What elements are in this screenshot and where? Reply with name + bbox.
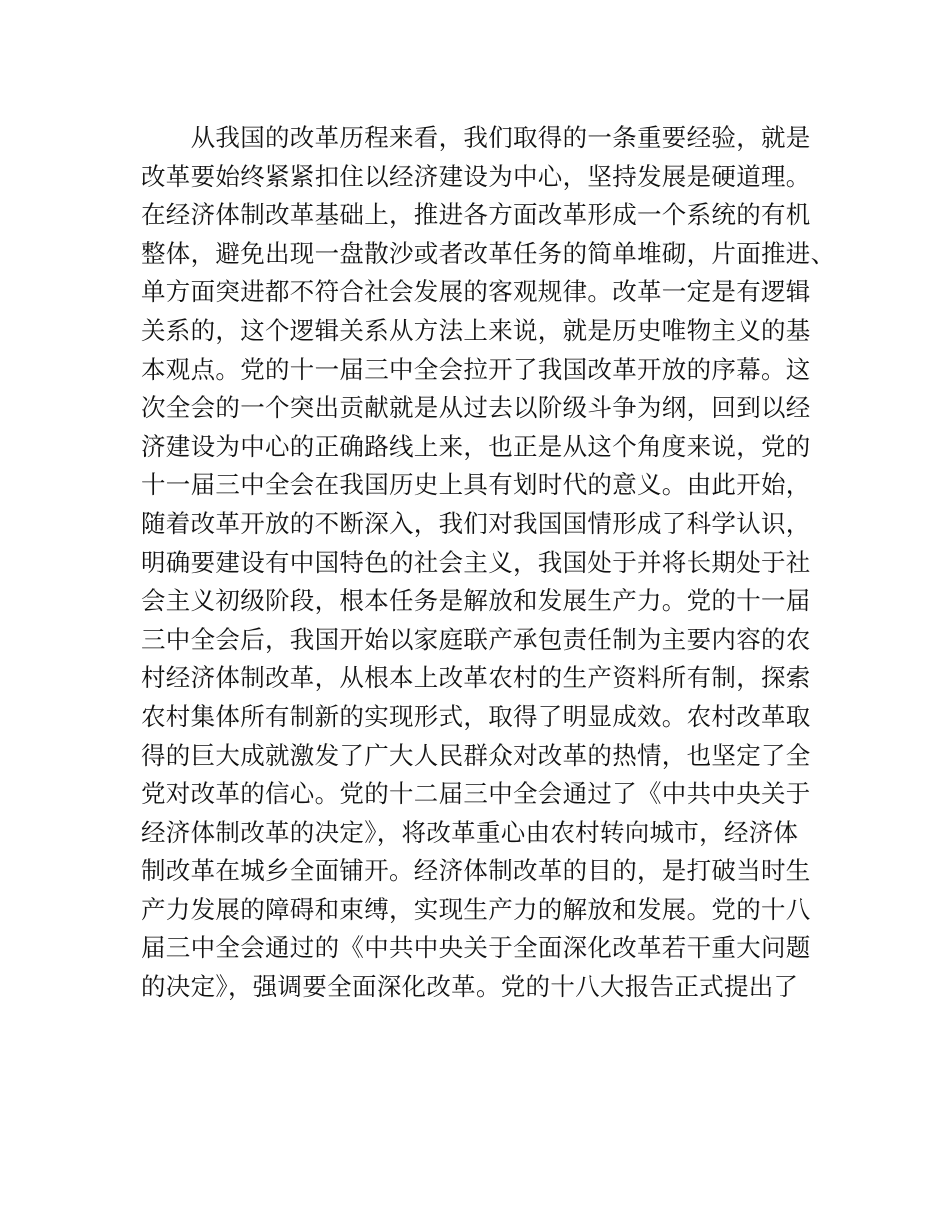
text-line: 十一届三中全会在我国历史上具有划时代的意义。由此开始，	[141, 470, 811, 500]
text-line: 明确要建设有中国特色的社会主义，我国处于并将长期处于社	[141, 547, 811, 577]
text-line: 制改革在城乡全面铺开。经济体制改革的目的，是打破当时生	[141, 856, 811, 886]
text-line: 改革要始终紧紧扣住以经济建设为中心，坚持发展是硬道理。	[141, 161, 811, 191]
text-line: 单方面突进都不符合社会发展的客观规律。改革一定是有逻辑	[141, 277, 811, 307]
text-line: 整体，避免出现一盘散沙或者改革任务的简单堆砌，片面推进、	[141, 238, 836, 268]
text-line: 村经济体制改革，从根本上改革农村的生产资料所有制，探索	[141, 663, 811, 693]
text-line: 农村集体所有制新的实现形式，取得了明显成效。农村改革取	[141, 701, 811, 731]
text-line: 从我国的改革历程来看，我们取得的一条重要经验，就是	[141, 123, 811, 152]
text-line: 三中全会后，我国开始以家庭联产承包责任制为主要内容的农	[141, 624, 811, 654]
text-line: 次全会的一个突出贡献就是从过去以阶级斗争为纲，回到以经	[141, 393, 811, 423]
text-line: 在经济体制改革基础上，推进各方面改革形成一个系统的有机	[141, 200, 811, 230]
body-paragraph	[141, 119, 836, 1007]
text-line: 本观点。党的十一届三中全会拉开了我国改革开放的序幕。这	[141, 354, 811, 384]
text-line: 关系的，这个逻辑关系从方法上来说，就是历史唯物主义的基	[141, 315, 811, 345]
text-line: 随着改革开放的不断深入，我们对我国国情形成了科学认识，	[141, 508, 811, 538]
text-line: 产力发展的障碍和束缚，实现生产力的解放和发展。党的十八	[141, 894, 811, 924]
text-line: 经济体制改革的决定》，将改革重心由农村转向城市，经济体	[141, 817, 799, 847]
text-line: 届三中全会通过的《中共中央关于全面深化改革若干重大问题	[141, 933, 811, 963]
text-line: 会主义初级阶段，根本任务是解放和发展生产力。党的十一届	[141, 586, 811, 616]
text-line: 得的巨大成就激发了广大人民群众对改革的热情，也坚定了全	[141, 740, 811, 770]
text-line: 党对改革的信心。党的十二届三中全会通过了《中共中央关于	[141, 779, 811, 809]
text-line: 济建设为中心的正确路线上来，也正是从这个角度来说，党的	[141, 431, 811, 461]
text-line: 的决定》，强调要全面深化改革。党的十八大报告正式提出了	[141, 972, 799, 1002]
